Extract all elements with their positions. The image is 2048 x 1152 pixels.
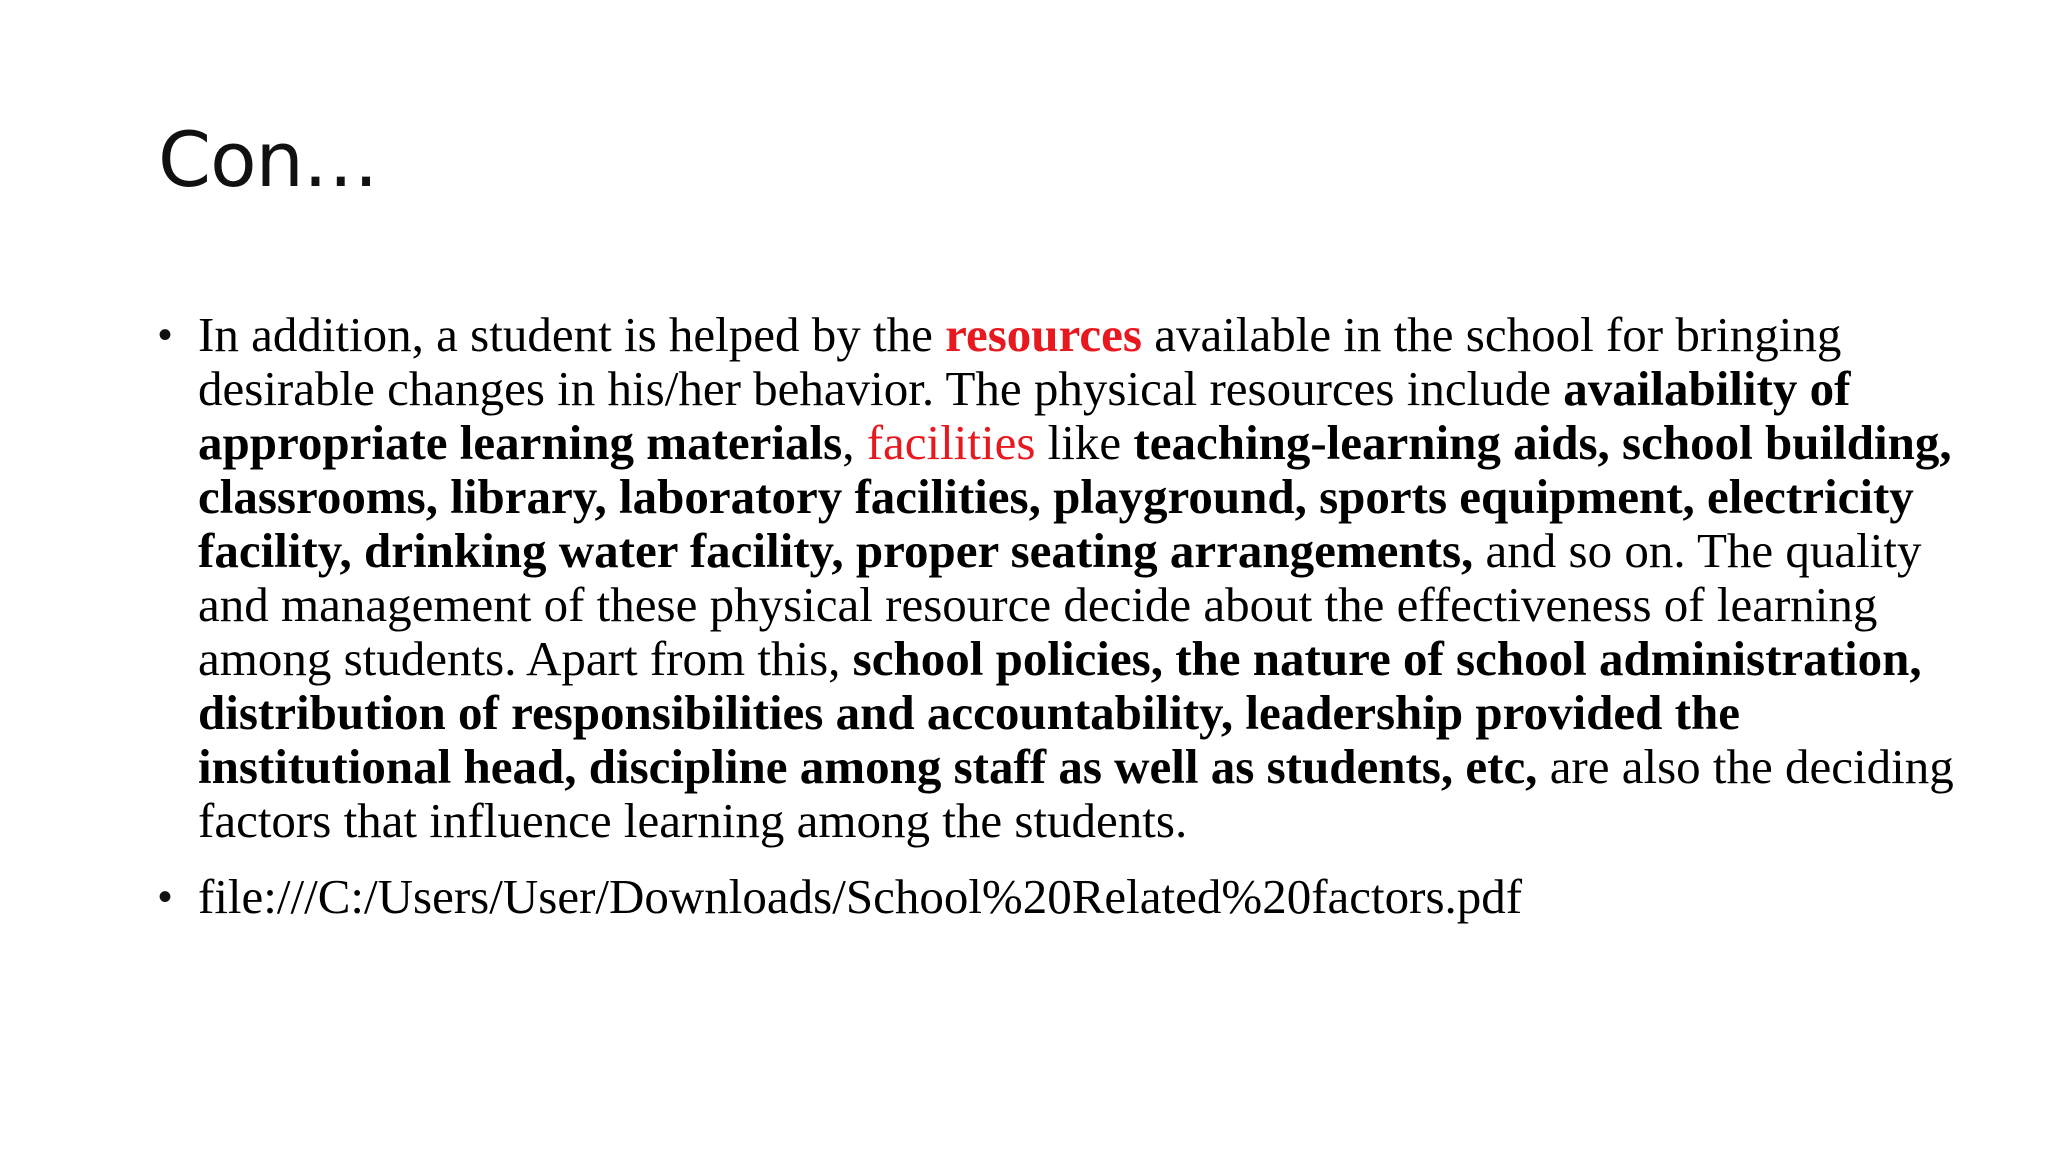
bullet-item-source-link <box>150 870 1910 924</box>
bullet-point-icon: • <box>158 875 173 919</box>
text-run: and so on. The quality and management of these physical resource decide about the effectiveness of learning among students. Apart from this, <box>198 523 1922 686</box>
text-run: are also the deciding factors that influence learning among the students. <box>198 739 1954 848</box>
slide-title: Con… <box>158 115 378 204</box>
bold-facility-list: teaching-learning aids, school building, classrooms, library, laboratory facilities, playground, sports equipment, electricity facility, drinking water facility, proper seating arrangements, <box>198 415 1952 578</box>
source-file-path: file:///C:/Users/User/Downloads/School%20Related%20factors.pdf <box>198 869 1523 924</box>
bold-learning-materials: availability of appropriate learning materials <box>198 361 1851 470</box>
keyword-resources: resources <box>945 307 1142 362</box>
bullet-item-resources <box>150 307 1954 848</box>
bullet-point-icon: • <box>158 313 173 357</box>
paragraph-text <box>198 308 1958 848</box>
keyword-facilities: facilities <box>866 415 1036 470</box>
bullet-list <box>150 307 1954 924</box>
text-run: like <box>1035 415 1134 470</box>
text-run: In addition, a student is helped by the <box>198 307 946 362</box>
text-run: , <box>842 415 867 470</box>
text-run: available in the school for bringing desirable changes in his/her behavior. The physical resources include <box>198 307 1842 416</box>
bold-school-factors: school policies, the nature of school administration, distribution of responsibilities and accountability, leadership provided the institutional head, discipline among staff as well as students, etc, <box>198 631 1922 794</box>
